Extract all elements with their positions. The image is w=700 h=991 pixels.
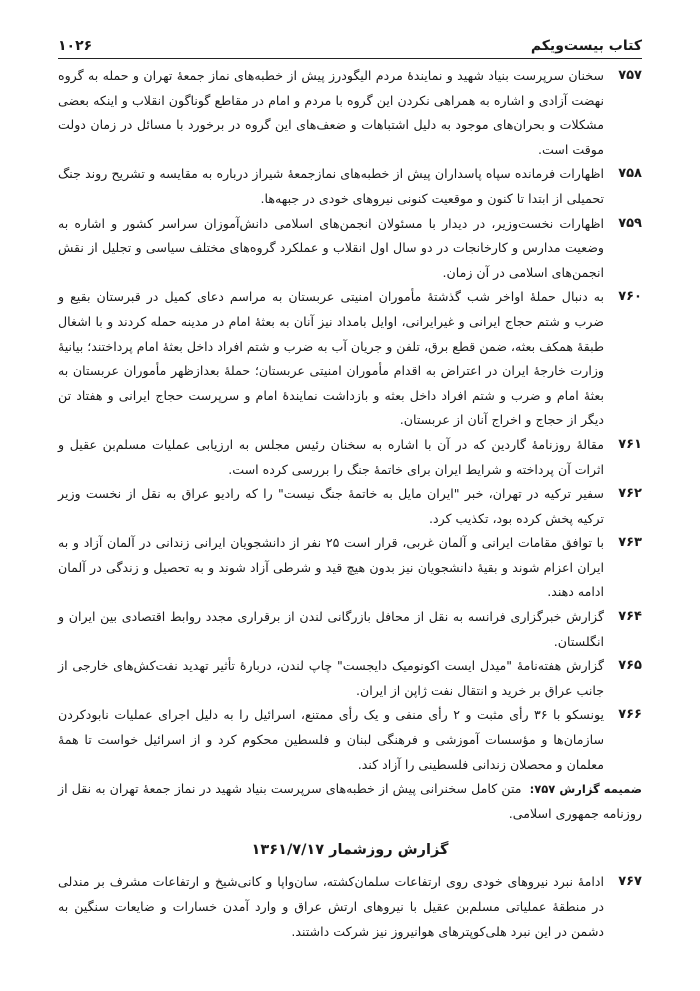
- header-rule: [58, 58, 642, 59]
- entry-text: یونسکو با ۳۶ رأی مثبت و ۲ رأی منفی و یک رأی ممتنع، اسرائیل را به دلیل اجرای عملیات نابودکردن سازمان‌ها و مؤسسات آموزشی و فرهنگی لبنان و فلسطین محکوم کرد و از اسرائیل خواست تا همهٔ معلمان و محصلان زندانی فلسطینی را آزاد کند.: [58, 707, 605, 772]
- report-entry: [58, 285, 642, 433]
- report-entry: [58, 64, 642, 162]
- entry-text: با توافق مقامات ایرانی و آلمان غربی، قرار است ۲۵ نفر از دانشجویان ایرانی زندانی در آلمان آزاد و به ایران اعزام شوند و بقیهٔ دانشجویان نیز بدون هیچ قید و شرطی آزاد شوند و به تحصیل و زندگی در آلمان ادامه دهند.: [58, 535, 604, 600]
- page-number: ۱۰۲۶: [58, 38, 93, 54]
- entry-text: ادامهٔ نبرد نیروهای خودی روی ارتفاعات سلمان‌کشته، سان‌واپا و کانی‌شیخ و ارتفاعات مشرف بر مندلی در منطقهٔ عملیاتی مسلم‌بن عقیل با نیروهای ارتش عراق و وارد آمدن خسارات و ضایعات سنگین به دشمن در این نبرد هلی‌کوپترهای هوانیروز نیز شرکت داشتند.: [58, 874, 604, 939]
- entry-text: اظهارات نخست‌وزیر، در دیدار با مسئولان انجمن‌های اسلامی دانش‌آموزان سراسر کشور و اشاره به وضعیت مدارس و کارخانجات در دو سال اول انقلاب و عملکرد گروه‌های مختلف سیاسی و تجلیل از نقش انجمن‌های اسلامی در آن زمان.: [58, 215, 604, 280]
- entry-number: ۷۶۵: [618, 658, 642, 674]
- report-entry: [58, 870, 642, 944]
- book-title: کتاب بیست‌ویکم: [530, 38, 642, 54]
- entry-text: اظهارات فرمانده سپاه پاسداران پیش از خطبه‌های نمازجمعهٔ شیراز درباره به مقایسه و تشریح روند جنگ تحمیلی از ابتدا تا کنون و موقعیت کنونی نیروهای خودی در جبهه‌ها.: [58, 166, 604, 206]
- report-entry: [58, 162, 642, 211]
- entry-number: ۷۶۳: [618, 535, 642, 551]
- report-entry: [58, 605, 642, 654]
- page-header: [58, 32, 642, 54]
- report-entry: [58, 433, 642, 482]
- report-entry: [58, 703, 642, 777]
- entry-text: سخنان سرپرست بنیاد شهید و نمایندهٔ مردم الیگودرز پیش از خطبه‌های نماز جمعهٔ تهران و حمله به گروه نهضت آزادی و اشاره به همراهی نکردن این گروه با مردم و امام در مقاطع گوناگون انقلاب و اینکه بعضی مشکلات و بحران‌های موجود به دلیل اشتباهات و ضعف‌های این گروه در برخورد با مسائل در زمان دولت موقت است.: [58, 68, 604, 157]
- appendix-paragraph: [58, 777, 642, 826]
- entry-text: گزارش خبرگزاری فرانسه به نقل از محافل بازرگانی لندن از برقراری مجدد روابط اقتصادی بین ایران و انگلستان.: [58, 609, 604, 649]
- entry-number: ۷۶۴: [618, 609, 642, 625]
- entry-number: ۷۶۷: [618, 874, 642, 890]
- appendix-note: [58, 777, 642, 826]
- appendix-label: ضمیمه گزارش ۷۵۷:: [529, 782, 642, 797]
- entry-number: ۷۵۷: [618, 68, 642, 83]
- entry-number: ۷۵۹: [618, 215, 642, 231]
- section-title: گزارش روزشمار ۱۳۶۱/۷/۱۷: [251, 842, 449, 859]
- entry-number: ۷۶۱: [618, 436, 642, 452]
- report-entry: [58, 482, 642, 531]
- entry-text: به دنبال حملهٔ اواخر شب گذشتهٔ مأموران امنیتی عربستان به مراسم دعای کمیل در قبرستان بقیع و ضرب و شتم حجاج ایرانی و غیرایرانی، اوایل بامداد نیز آنان به بعثهٔ امام در مدینه حمله کردند و با اشغال طبقهٔ همکف بعثه، ضمن قطع برق، تلفن و جریان آب به ضرب و شتم افراد داخل بعثهٔ امام پرداختند؛ بیانیهٔ وزارت خارجهٔ ایران در اعتراض به اقدام مأموران امنیتی عربستان؛ حملهٔ بعدازظهر مأموران عربستان به بعثهٔ امام و ضرب و شتم افراد داخل بعثه و بازداشت نمایندهٔ امام و سرپرست حجاج ایرانی و هفتاد تن دیگر از حجاج و اخراج آنان از عربستان.: [58, 289, 604, 428]
- entry-text: مقالهٔ روزنامهٔ گاردین که در آن با اشاره به سخنان رئیس مجلس به ارزیابی عملیات مسلم‌بن عقیل و اثرات آن پرداخته و شرایط ایران برای خاتمهٔ جنگ را بررسی کرده است.: [58, 436, 604, 477]
- entry-text: گزارش هفته‌نامهٔ "میدل ایست اکونومیک دایجست" چاپ لندن، دربارهٔ تأثیر تهدید نفت‌کش‌های خارجی از جانب عراق بر خرید و انتقال نفت ژاپن از ایران.: [58, 658, 604, 698]
- entry-text: سفیر ترکیه در تهران، خبر "ایران مایل به خاتمهٔ جنگ نیست" را که رادیو عراق به نقل از نخست وزیر ترکیه پخش کرده بود، تکذیب کرد.: [58, 486, 604, 526]
- appendix-text: متن کامل سخنرانی پیش از خطبه‌های سرپرست بنیاد شهید در نماز جمعهٔ تهران به نقل از روزنامه جمهوری اسلامی.: [58, 781, 642, 821]
- page-body: [58, 64, 642, 944]
- report-entry: [58, 212, 642, 286]
- entry-number: ۷۶۲: [618, 486, 642, 502]
- report-entry: [58, 654, 642, 703]
- entry-number: ۷۶۰: [618, 289, 642, 305]
- entry-number: ۷۵۸: [618, 166, 642, 182]
- report-entry: [58, 531, 642, 605]
- entry-number: ۷۶۶: [618, 707, 642, 723]
